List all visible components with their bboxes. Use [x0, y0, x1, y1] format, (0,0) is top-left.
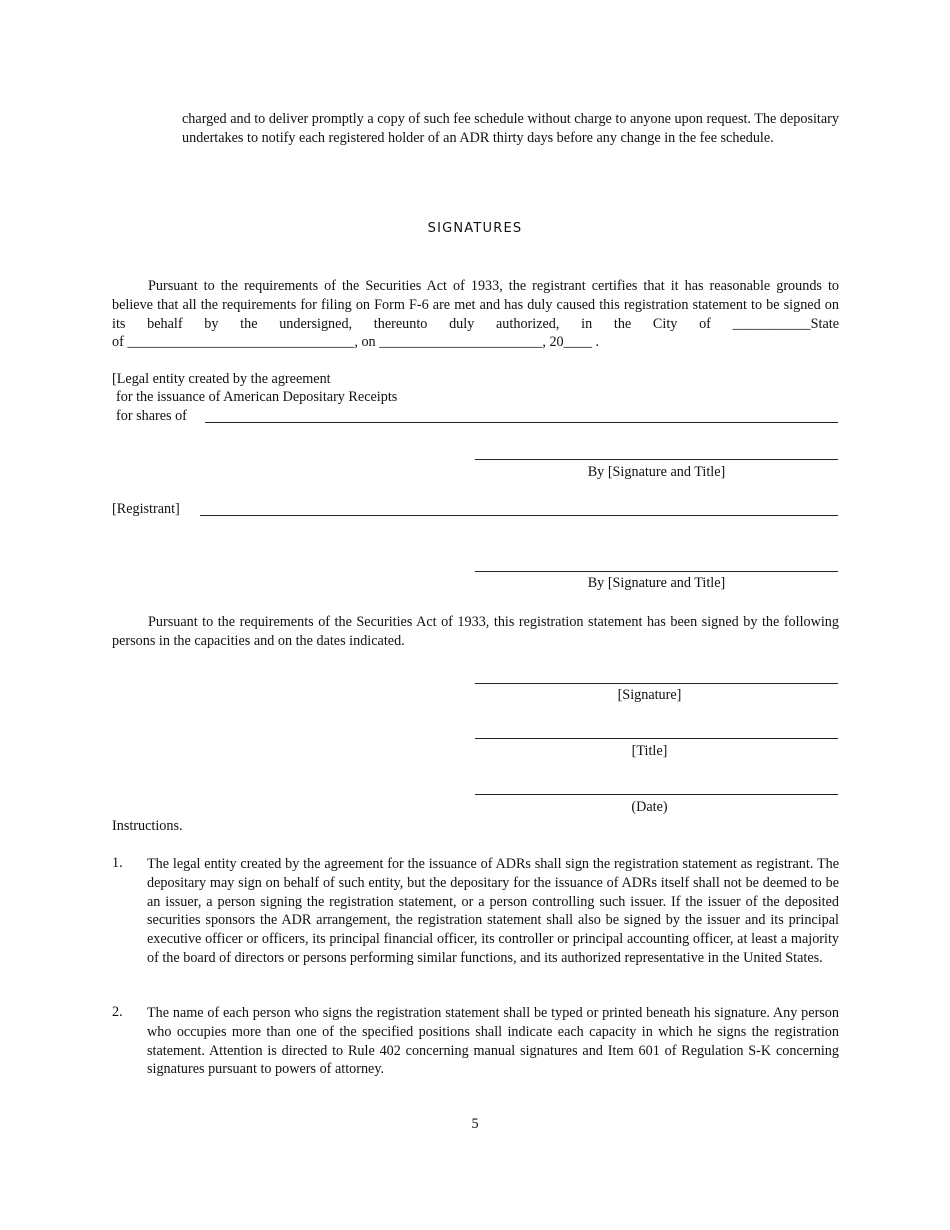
instruction-text-1: The legal entity created by the agreement for the issuance of ADRs shall sign the registration statement as registrant. The depositary may sign on behalf of such entity, but the depositary for the issuance of ADRs itself shall not be deemed to be an issuer, a person signing the registration statement, or a person controlling such issuer. If the issuer of the deposited securities sponsors the ADR arrangement, the registration statement shall also be signed by the issuer and its principal executive officer or officers, its principal financial officer, its controller or principal accounting officer, at least a majority of the board of directors or persons performing similar functions, and its authorized representative in the United States.	[147, 856, 839, 966]
date-caption: (Date)	[631, 799, 668, 815]
by-signature-title-caption-1: By [Signature and Title]	[587, 464, 726, 480]
pursuant-paragraph-1-body: Pursuant to the requirements of the Securities Act of 1933, the registrant certifies that it has reasonable grounds to believe that all the requirements for filing on Form F-6 are met and has duly caused this registration statement to be signed on its behalf by the undersigned, thereunto duly authorized, in the City of ___________State	[112, 278, 839, 332]
continuation-paragraph: charged and to deliver promptly a copy of such fee schedule without charge to anyone upon request. The depositary undertakes to notify each registered holder of an ADR thirty days before any change in the fee schedule.	[182, 111, 839, 146]
title-line	[475, 738, 838, 739]
pursuant-paragraph-1	[112, 277, 839, 352]
instruction-number-1: 1.	[112, 855, 123, 871]
signatures-heading: SIGNATURES	[427, 221, 523, 236]
date-line	[475, 794, 838, 795]
registrant-label: [Registrant]	[112, 501, 180, 517]
shares-of-line	[205, 422, 838, 423]
instruction-number-2: 2.	[112, 1004, 123, 1020]
pursuant-paragraph-2: Pursuant to the requirements of the Securities Act of 1933, this registration statement has been signed by the following persons in the capacities and on the dates indicated.	[112, 614, 839, 649]
instruction-text-2: The name of each person who signs the registration statement shall be typed or printed beneath his signature. Any person who occupies more than one of the specified positions shall indicate each capacity in which he signs the registration statement. Attention is directed to Rule 402 concerning manual signatures and Item 601 of Regulation S-K concerning signatures pursuant to powers of attorney.	[147, 1005, 839, 1078]
entity-line-1: [Legal entity created by the agreement	[112, 371, 331, 387]
by-signature-title-caption-2: By [Signature and Title]	[587, 575, 726, 591]
entity-line-3: for shares of	[116, 408, 187, 424]
registrant-line	[200, 515, 838, 516]
page-number: 5	[471, 1116, 479, 1132]
title-caption: [Title]	[631, 743, 668, 759]
signature-line-3	[475, 683, 838, 684]
pursuant-paragraph-1-last-line: of ________________________________, on _______________________, 20____ .	[112, 334, 600, 351]
signature-line-2	[475, 571, 838, 572]
entity-line-2: for the issuance of American Depositary Receipts	[116, 389, 398, 405]
signature-line-1	[475, 459, 838, 460]
signature-caption: [Signature]	[617, 687, 682, 703]
instructions-heading: Instructions.	[112, 818, 183, 834]
